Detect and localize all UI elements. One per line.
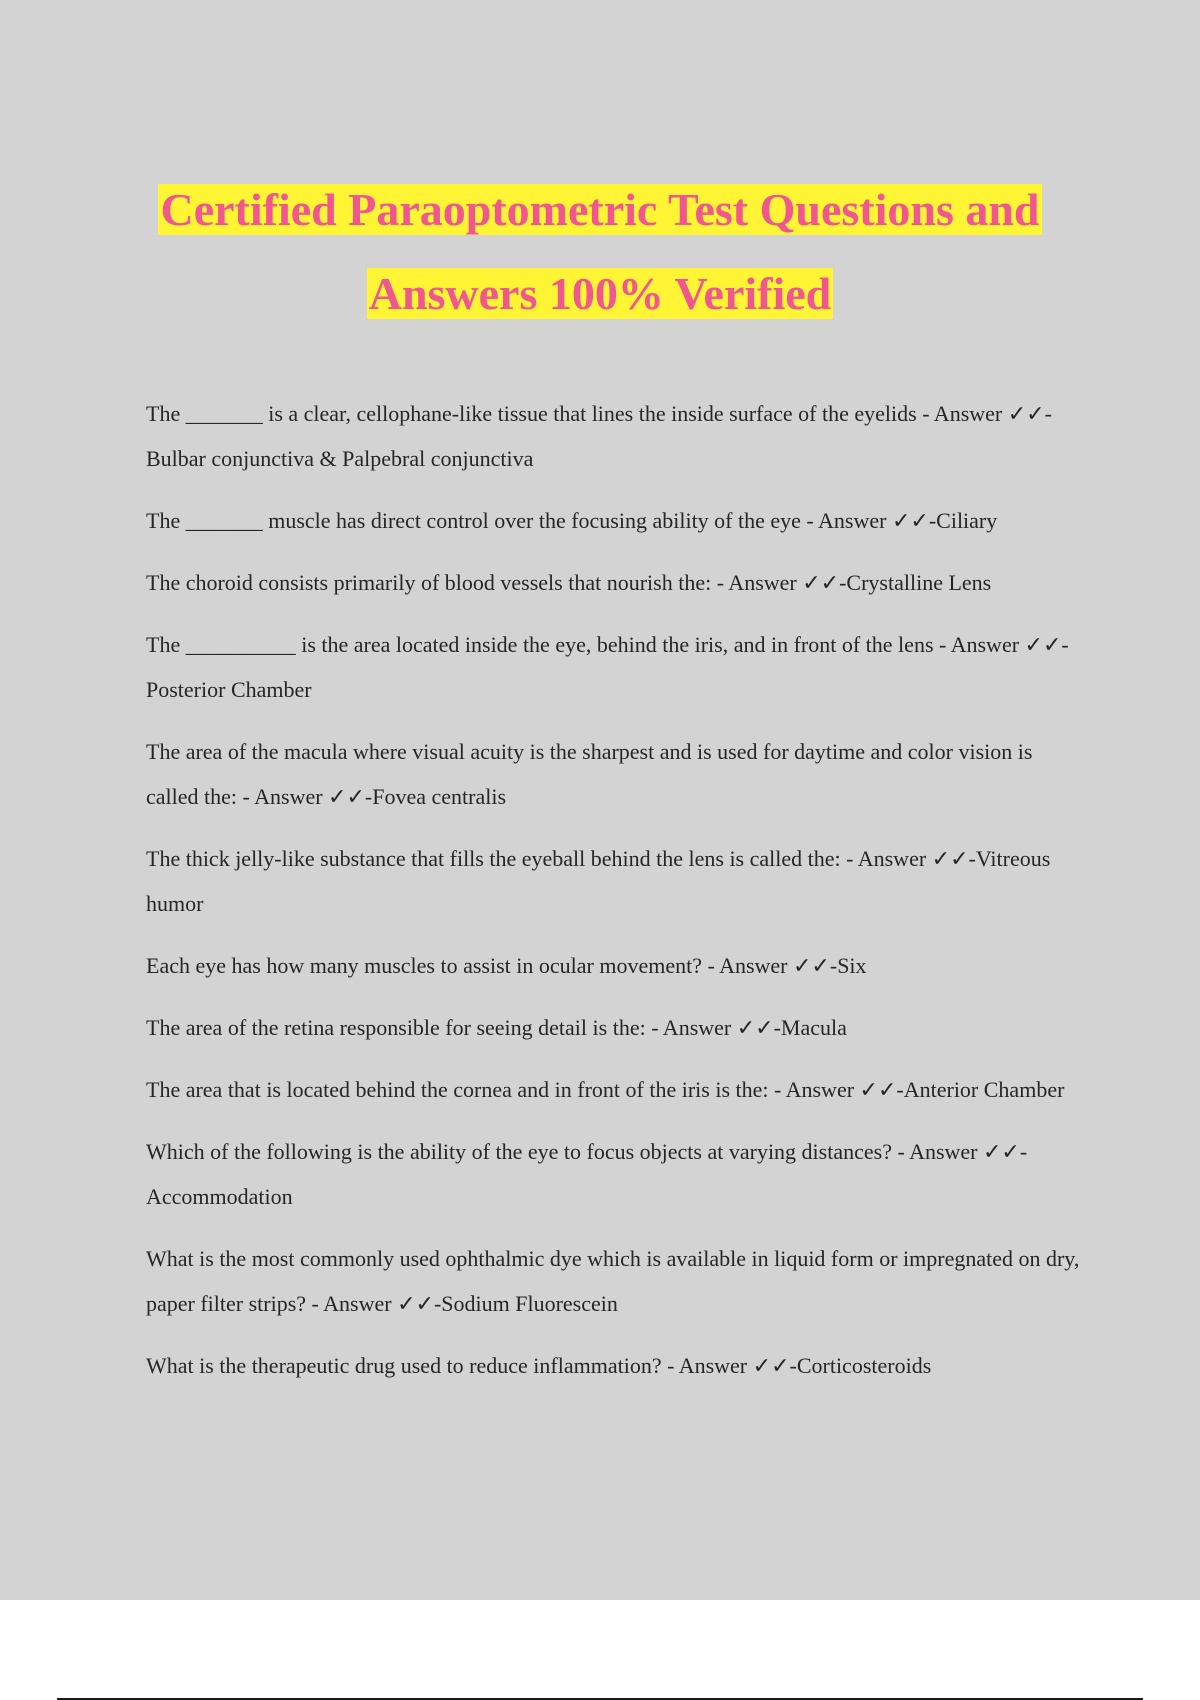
qa-item: The __________ is the area located inside the eye, behind the iris, and in front of the lens - Answer ✓✓-Posterior Chamber xyxy=(146,632,1069,702)
page-footer xyxy=(0,1600,1200,1700)
qa-item: The _______ muscle has direct control over the focusing ability of the eye - Answer ✓✓-Ciliary xyxy=(146,508,998,533)
title-line xyxy=(0,168,1200,252)
question-answer-list xyxy=(146,391,1086,1405)
qa-item: The area that is located behind the cornea and in front of the iris is the: - Answer ✓✓-Anterior Chamber xyxy=(146,1077,1065,1102)
qa-item: Each eye has how many muscles to assist in ocular movement? - Answer ✓✓-Six xyxy=(146,953,867,978)
qa-item: The choroid consists primarily of blood vessels that nourish the: - Answer ✓✓-Crystalline Lens xyxy=(146,570,992,595)
qa-item: The area of the macula where visual acuity is the sharpest and is used for daytime and color vision is called the: - Answer ✓✓-Fovea centralis xyxy=(146,739,1033,809)
document-title xyxy=(0,168,1200,336)
qa-item: What is the therapeutic drug used to reduce inflammation? - Answer ✓✓-Corticosteroids xyxy=(146,1353,932,1378)
qa-item: The _______ is a clear, cellophane-like tissue that lines the inside surface of the eyelids - Answer ✓✓-Bulbar conjunctiva & Palpebral conjunctiva xyxy=(146,401,1052,471)
qa-item: The thick jelly-like substance that fills the eyeball behind the lens is called the: - Answer ✓✓-Vitreous humor xyxy=(146,846,1051,916)
title-line xyxy=(0,252,1200,336)
qa-item: What is the most commonly used ophthalmic dye which is available in liquid form or impregnated on dry, paper filter strips? - Answer ✓✓-Sodium Fluorescein xyxy=(146,1246,1080,1316)
title-line-2: Answers 100% Verified xyxy=(368,268,832,319)
qa-item: Which of the following is the ability of the eye to focus objects at varying distances? - Answer ✓✓-Accommodation xyxy=(146,1139,1028,1209)
title-line-1: Certified Paraoptometric Test Questions and xyxy=(160,184,1040,235)
qa-item: The area of the retina responsible for seeing detail is the: - Answer ✓✓-Macula xyxy=(146,1015,847,1040)
